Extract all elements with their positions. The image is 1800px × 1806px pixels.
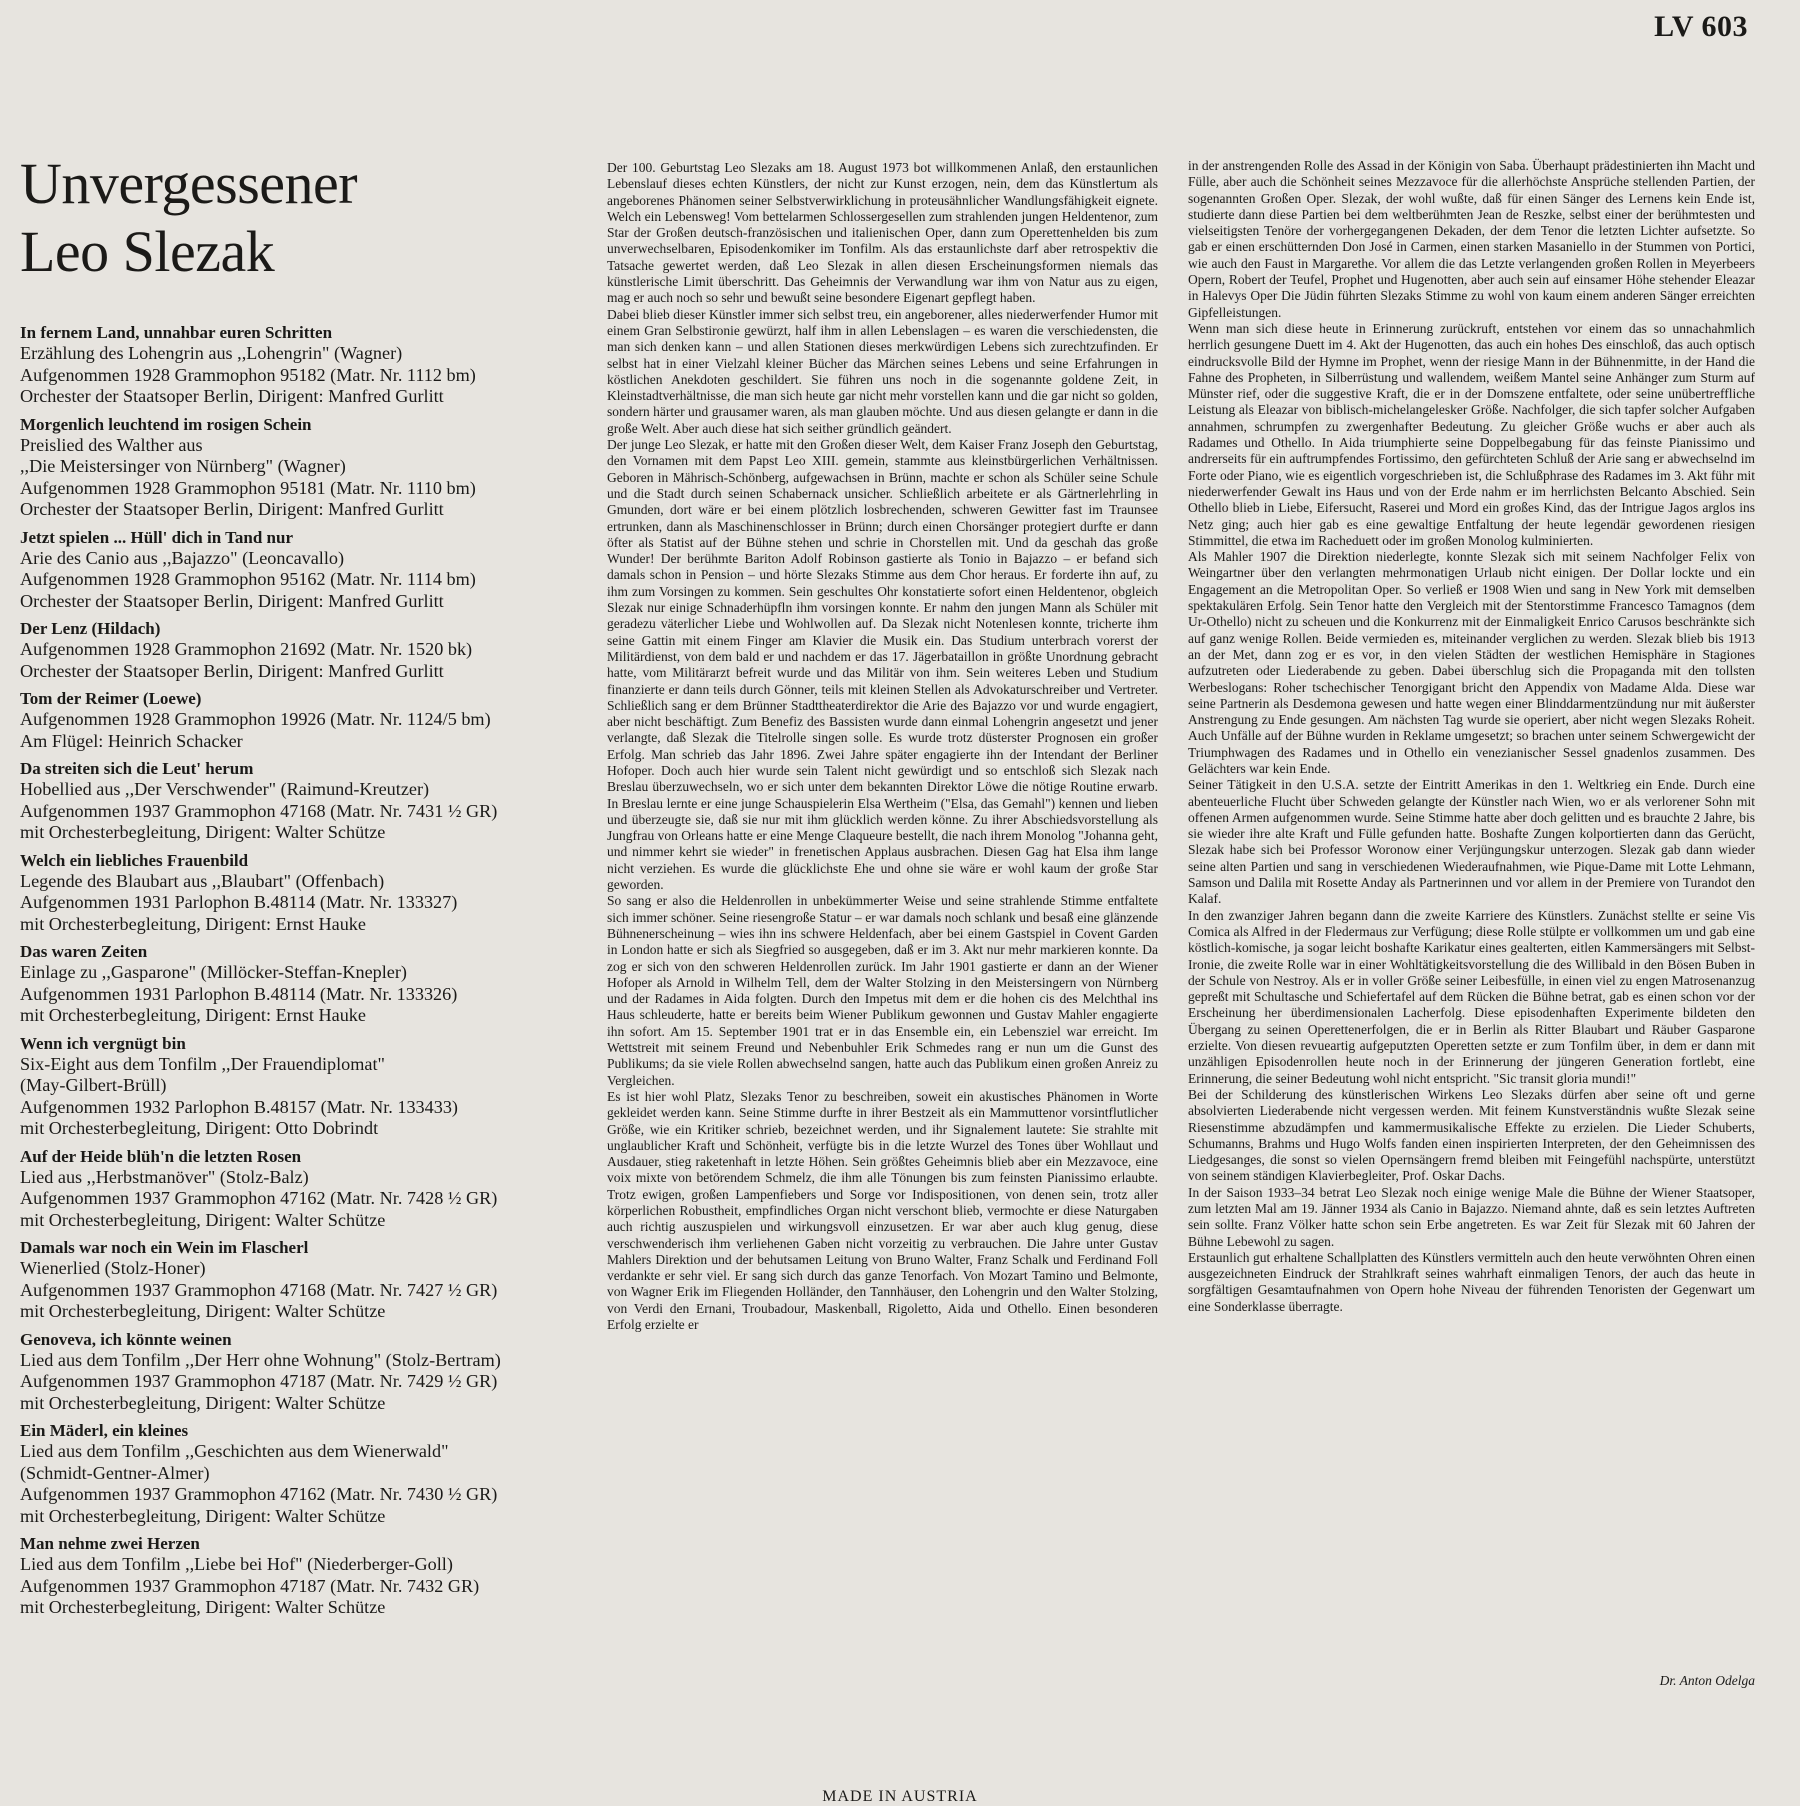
track-title: Da streiten sich die Leut' herum xyxy=(20,759,254,778)
track-item xyxy=(20,1329,600,1415)
track-detail-line: Aufgenommen 1937 Grammophon 47162 (Matr. Nr. 7430 ½ GR) xyxy=(20,1484,498,1504)
track-title: Man nehme zwei Herzen xyxy=(20,1534,200,1553)
track-title: Ein Mäderl, ein kleines xyxy=(20,1421,189,1440)
track-item xyxy=(20,850,600,936)
track-detail-line: Aufgenommen 1931 Parlophon B.48114 (Matr. Nr. 133326) xyxy=(20,983,458,1004)
track-detail-line: Aufgenommen 1928 Grammophon 95181 (Matr. Nr. 1110 bm) xyxy=(20,477,476,498)
author-signature: Dr. Anton Odelga xyxy=(1659,1673,1755,1688)
track-detail-line: Einlage zu ,,Gasparone" (Millöcker-Steffan-Knepler) xyxy=(20,962,407,982)
track-detail-line: Lied aus dem Tonfilm ,,Der Herr ohne Wohnung" (Stolz-Bertram) xyxy=(20,1349,501,1370)
track-title: Damals war noch ein Wein im Flascherl xyxy=(20,1238,309,1257)
track-detail-line: Lied aus dem Tonfilm ,,Liebe bei Hof" (Niederberger-Goll) xyxy=(20,1554,453,1574)
track-detail-line: Aufgenommen 1937 Grammophon 47168 (Matr. Nr. 7431 ½ GR) xyxy=(20,800,498,821)
essay-paragraph: Es ist hier wohl Platz, Slezaks Tenor zu beschreiben, soweit ein akustisches Phänomen in Worte gekleidet werden kann. Seine Stimme durfte in ihrer Bestzeit als ein Mammuttenor vorsintflutlicher Größe, wie ein Kritiker schrieb, bezeichnet werden, und ihr Signalement lautete: Sie strahlte mit unglaublicher Kraft und Schönheit, verfügte bis in die letzte Wurzel des Tones über Wohllaut und Ausdauer, stieg raketenhaft in letzte Höhen. Sein größtes Geheimnis blieb aber ein Mezzavoce, eine voix mixte von betörendem Schmelz, die ihm alle Tönungen bis zum feinsten Pianissimo erlaubte. Trotz ewigen, großen Lampenfiebers und Sorge vor Indispositionen, von denen sein, trotz aller körperlichen Robustheit, empfindliches Organ nicht verschont blieb, vermochte er diese Naturgaben auch richtig auszuspielen und wirkungsvoll einzusetzen. Er war aber auch klug genug, diese verschwenderisch ihm verliehenen Gaben nicht vorzeitig zu verbrauchen. Die Jahre unter Gustav Mahlers Direktion und der behutsamen Leitung von Bruno Walter, Franz Schalk und Ferdinand Foll verdankte er sehr viel. Er sang sich durch das ganze Tenorfach. Von Mozart Tamino und Belmonte, von Wagner Erik im Fliegenden Holländer, den Tannhäuser, den Lohengrin und den Walter Stolzing, von Verdi den Ernani, Troubadour, Maskenball, Rigoletto, Aida und Othello. Einen besonderen Erfolg erzielte er xyxy=(607,1088,1158,1333)
essay-paragraph: Der 100. Geburtstag Leo Slezaks am 18. August 1973 bot willkommenen Anlaß, den erstaunlichen Lebenslauf dieses echten Künstlers, der nicht zur Kunst erzogen, nein, dem das Künstlertum als angeborenes Phänomen seiner Selbstverwirklichung in proteusähnlicher Wandlungsfähigkeit eignete. Welch ein Lebensweg! Vom bettelarmen Schlossergesellen zum strahlenden jungen Heldentenor, zum Star der Großen deutsch-französischen und italienischen Oper, dann zum Operettenhelden bis zum unverwechselbaren, Episodenkomiker im Tonfilm. Als das erstaunlichste darf aber retrospektiv die Tatsache gewertet werden, daß Leo Slezak in allen diesen Erscheinungsformen niemals das künstlerische Limit überschritt. Das Geheimnis der Verwandlung war ihm von Natur aus zu eigen, mag er auch noch so sehr und bewußt seine besondere Eigenart gepflegt haben. xyxy=(607,160,1158,306)
track-detail-line: Aufgenommen 1931 Parlophon B.48114 (Matr. Nr. 133327) xyxy=(20,892,458,912)
track-detail-line: Hobellied aus ,,Der Verschwender" (Raimund-Kreutzer) xyxy=(20,779,430,799)
track-item xyxy=(20,941,600,1027)
track-detail-line: Legende des Blaubart aus ,,Blaubart" (Offenbach) xyxy=(20,870,385,891)
track-title: Tom der Reimer (Loewe) xyxy=(20,689,202,708)
track-title: Morgenlich leuchtend im rosigen Schein xyxy=(20,414,312,434)
essay-paragraph: In der Saison 1933–34 betrat Leo Slezak noch einige wenige Male die Bühne der Wiener Staatsoper, zum letzten Mal am 19. Jänner 1934 als Canio in Bajazzo. Niemand ahnte, daß es sein letztes Auftreten sein sollte. Franz Völker hatte schon sein Erbe angetreten. Es war Zeit für Slezak mit 60 Jahren der Bühne Lebewohl zu sagen. xyxy=(1188,1184,1755,1249)
track-item xyxy=(20,1033,600,1140)
track-detail-line: mit Orchesterbegleitung, Dirigent: Walter Schütze xyxy=(20,1597,386,1617)
track-detail-line: Orchester der Staatsoper Berlin, Dirigent: Manfred Gurlitt xyxy=(20,660,444,681)
track-detail-line: mit Orchesterbegleitung, Dirigent: Ernst Hauke xyxy=(20,913,366,934)
track-item xyxy=(20,527,600,613)
page-title xyxy=(20,150,580,286)
essay-paragraph: Dabei blieb dieser Künstler immer sich selbst treu, ein angeborener, alles niederwerfender Humor mit einem Gran Selbstironie gewürzt, half ihm in allen Lebenslagen – es waren die verschiedensten, die man sich denken kann – und allen Stationen dieses merkwürdigen Lebens sich zurechtzufinden. Er selbst hat in einer Vielzahl kleiner Bücher das Märchen seines Lebens und seine Erfahrungen in köstlichen Anekdoten geschildert. Sie führen uns noch in die sogenannte goldene Zeit, in Kleinstadtverhältnisse, die man sich heute gar nicht mehr vorstellen kann und die gar nicht so golden, sondern härter und grausamer waren, als man glauben möchte. Und aus diesen gelangte er dann in die große Welt. Aber auch diese hat sich seither gründlich geändert. xyxy=(607,306,1158,436)
track-detail-line: Aufgenommen 1928 Grammophon 19926 (Matr. Nr. 1124/5 bm) xyxy=(20,709,491,729)
essay-paragraph: Seiner Tätigkeit in den U.S.A. setzte der Eintritt Amerikas in den 1. Weltkrieg ein Ende. Durch eine abenteuerliche Flucht über Schweden gelangte der Künstler nach Wien, wo er als verlorener Sohn mit offenen Armen aufgenommen wurde. Seine Stimme hatte aber doch gelitten und es brauchte 2 Jahre, bis sie wieder ihre alte Kraft und Fülle gefunden hatte. Boshafte Zungen kolportierten dann das Gerücht, Slezak habe sich bei Professor Woronow einer Verjüngungskur unterzogen. Slezak gab dann wieder seine alten Partien und sang in verschiedenen Wiederaufnahmen, wie Pique-Dame mit Lotte Lehmann, Samson und Dalila mit Rosette Anday als Partnerinnen und vor allem in der Premiere von Turandot den Kalaf. xyxy=(1188,777,1755,907)
title-line-1: Unvergessener xyxy=(20,151,358,216)
track-detail-line: mit Orchesterbegleitung, Dirigent: Otto Dobrindt xyxy=(20,1118,379,1138)
track-title: Welch ein liebliches Frauenbild xyxy=(20,850,249,870)
track-detail-line: Aufgenommen 1937 Grammophon 47168 (Matr. Nr. 7427 ½ GR) xyxy=(20,1279,498,1300)
track-detail-line: Aufgenommen 1928 Grammophon 95182 (Matr. Nr. 1112 bm) xyxy=(20,364,476,385)
essay-paragraph: Als Mahler 1907 die Direktion niederlegte, konnte Slezak sich mit seinem Nachfolger Felix von Weingartner über den verlangten mehrmonatigen Urlaub nicht einigen. Der Dollar lockte und ein Engagement an die Metropolitan Oper. So verließ er 1908 Wien und sang in New York mit demselben spektakulären Erfolg. Sein Tenor hatte den Vergleich mit der Stentorstimme Francesco Tamagnos (dem Ur-Othello) nicht zu scheuen und die Konkurrenz mit der Einmaligkeit Enrico Carusos beschränkte sich auf ganz wenige Rollen. Beide vermieden es, miteinander verglichen zu werden. Slezak blieb bis 1913 an der Met, dann zog er es vor, in den vielen Städten der westlichen Hemisphäre in Stagiones aufzutreten oder Liederabende zu geben. Dabei überschlug sich die Propaganda mit den tollsten Werbeslogans: Roher tschechischer Tenorgigant bricht den Appendix von Madame Alda. Diese war seine Partnerin als Desdemona gewesen und hatte wegen einer Blinddarmentzündung nur mit äußerster Anstrengung zu Ende gesungen. Am nächsten Tag wurde sie operiert, aber nicht wegen Slezaks Roheit. Auch Unfälle auf der Bühne wurden in Reklame umgesetzt; so brachen unter seinem Schwergewicht der Triumphwagen des Radames und in Othello ein venezianischer Sessel gnadenlos zusammen. Des Gelächters war kein Ende. xyxy=(1188,549,1755,776)
track-detail-line: Wienerlied (Stolz-Honer) xyxy=(20,1258,206,1278)
catalog-number: LV 603 xyxy=(1654,10,1748,43)
track-detail-line: Orchester der Staatsoper Berlin, Dirigent: Manfred Gurlitt xyxy=(20,590,444,611)
essay-paragraph: Wenn man sich diese heute in Erinnerung zurückruft, entstehen vor einem das so unnachahmlich herrlich gesungene Duett im 4. Akt der Hugenotten, das auch ein hohes Des einschloß, das auch optisch eindrucksvolle Bild der Hymne im Prophet, wenn der riesige Mann in der Bühnenmitte, in der Hand die Fahne des Propheten, in Silberrüstung und wallendem, weißem Mantel seine Anhänger zum Sturm auf Münster rief, oder die suggestive Kraft, die er in der Domszene entfaltete, oder seine unübertreffliche Leistung als Eleazar von biblisch-michelangelesker Größe. Nachfolger, die sich tapfer solcher Aufgaben annahmen, schrumpfen zu zwergenhafter Bedeutung. Zu gleicher Größe wuchs er aber auch als Radames und Othello. In Aida triumphierte seine Doppelbegabung für das feinste Pianissimo und andrerseits für ein auftrumpfendes Fortissimo, den gefürchteten Schluß der Arie sang er abwechselnd im Forte oder Piano, wie es eigentlich vorgeschrieben ist, die Schlußphrase des Radames im 3. Akt führ mit niederwerfender Gewalt ins Haus und von der Erde nahm er im herrlichsten Belcanto Abschied. Sein Othello blieb in Liebe, Eifersucht, Raserei und Mord ein großes Kind, das der Intrigue Jagos arglos ins Netz ging; auch hier gab es eine gewaltige Entfaltung der heute legendär gewordenen riesigen Stimmittel, die etwa im Racheduett oder im großen Monolog kulminierten. xyxy=(1188,320,1755,548)
track-detail-line: Orchester der Staatsoper Berlin, Dirigent: Manfred Gurlitt xyxy=(20,386,444,406)
essay-paragraph: So sang er also die Heldenrollen in unbekümmerter Weise und seine strahlende Stimme entfaltete sich immer schöner. Seine riesengroße Statur – er war damals noch schlank und besaß eine glänzende Bühnenerscheinung – wies ihn ins schwere Heldenfach, aber bei einem Gastspiel in Covent Garden in London hatte er sich als Siegfried so ausgegeben, daß er im 3. Akt nur mehr markieren konnte. Da zog er sich von den schweren Heldenrollen zurück. Im Jahr 1901 gastierte er dann an der Wiener Hofoper als Arnold in Wilhelm Tell, dem der Walter Stolzing in den Meistersingern von Nürnberg und der Radames in Aida folgten. Durch den Impetus mit dem er die hohen cis des Melchthal ins Haus schleuderte, hatte er bereits beim Wiener Publikum gewonnen und Gustav Mahler engagierte ihn sofort. Am 15. September 1901 trat er in das Ensemble ein, ein Lebensziel war erreicht. Im Wettstreit mit seinem Freund und Nebenbuhler Erik Schmedes rang er nun um die Gunst des Publikums; da sie viele Rollen abwechselnd sangen, hatte auch das Publikum einen großen Anreiz zu Vergleichen. xyxy=(607,893,1158,1088)
track-detail-line: ,,Die Meistersinger von Nürnberg" (Wagner) xyxy=(20,456,346,476)
track-detail-line: Aufgenommen 1937 Grammophon 47187 (Matr. Nr. 7429 ½ GR) xyxy=(20,1371,498,1391)
track-detail-line: mit Orchesterbegleitung, Dirigent: Ernst Hauke xyxy=(20,1005,366,1025)
track-detail-line: Lied aus dem Tonfilm ,,Geschichten aus dem Wienerwald" xyxy=(20,1441,449,1461)
essay-column-right xyxy=(1188,158,1755,1315)
track-detail-line: mit Orchesterbegleitung, Dirigent: Walter Schütze xyxy=(20,1301,386,1321)
track-detail-line: mit Orchesterbegleitung, Dirigent: Walter Schütze xyxy=(20,1505,386,1526)
track-detail-line: Aufgenommen 1928 Grammophon 21692 (Matr. Nr. 1520 bk) xyxy=(20,639,473,659)
essay-paragraph: Der junge Leo Slezak, er hatte mit den Großen dieser Welt, dem Kaiser Franz Joseph den Geburtstag, den Vornamen mit dem Papst Leo XIII. gemein, stammte aus kleinstbürgerlichen Verhältnissen. Geboren in Mährisch-Schönberg, aufgewachsen in Brünn, machte er schon als Schüler seine Schule und die Stadt durch seinen Schabernack unsicher. Schließlich arbeitete er als Gärtnerlehrling in Gmunden, dort wäre er bei einem plötzlich losbrechenden, schweren Gewitter fast im Traunsee ertrunken, dann als Maschinenschlosser in Brünn; durch einen Chorsänger protegiert durfte er dann öfter als Statist auf der Bühne stehen und schrie in Chorstellen mit. Und da geschah das große Wunder! Der berühmte Bariton Adolf Robinson gastierte als Tonio in Bajazzo – er befand sich damals schon in Pension – und hörte Slezaks Stimme aus dem Chor heraus. Er forderte ihn auf, zu ihm zum Vorsingen zu kommen. Sein geschultes Ohr konstatierte sofort einen Heldentenor, obgleich Slezak nur einige Schnaderhüpfln ihm vorsingen konnte. Er nahm den jungen Mann als Schüler mit geradezu väterlicher Liebe und Wohlwollen auf. Da Slezak nicht Notenlesen konnte, tricherte ihm seine Gattin mit einem Finger am Klavier die Musik ein. Das Studium unterbrach vorerst der Militärdienst, von dem bald er und nachdem er das 17. Jägerbataillon in größte Unordnung gebracht hatte, vom Militärarzt befreit wurde und das Militär von ihm. Sein weiteres Leben und Studium finanzierte er dann teils durch Gönner, teils mit kleinen Stellen als Advokaturschreiber und Vertreter. Schließlich sang er dem Brünner Stadttheaterdirektor die Arie des Bajazzo vor und wurde engagiert, aber nicht beschäftigt. Zum Benefiz des Bassisten wurde dann einmal Lohengrin angesetzt und jener verlangte, daß Slezak die Titelrolle singen solle. Es wurde trotz düsterster Prognosen ein großer Erfolg. Man schrieb das Jahr 1896. Zwei Jahre später engagierte ihn der Intendant der Berliner Hofoper. Doch auch hier wurde sein Talent nicht gewürdigt und so entschloß sich Slezak nach Breslau überzuwechseln, wo er sich unter dem bekannten Direktor Löwe die nötige Routine erwarb. In Breslau lernte er eine junge Schauspielerin Elsa Wertheim ("Elsa, das Gemahl") kennen und lieben und überzeugte sie, daß sie nur mit ihm glücklich werden könne. Zu ihrer Abschiedsvorstellung als Jungfrau von Orleans hatte er eine Menge Claqueure bestellt, die nach ihrem Monolog "Johanna geht, und nimmer kehrt sie wieder" in frenetischen Applaus ausbrachen. Diesen Gag hat Elsa ihm lange nicht verziehen. Es wurde die glücklichste Ehe und ohne sie wäre er wohl kaum der große Star geworden. xyxy=(607,437,1158,893)
track-title: Jetzt spielen ... Hüll' dich in Tand nur xyxy=(20,527,294,547)
track-item xyxy=(20,1237,600,1323)
track-title: Auf der Heide blüh'n die letzten Rosen xyxy=(20,1146,302,1166)
track-detail-line: Aufgenommen 1932 Parlophon B.48157 (Matr. Nr. 133433) xyxy=(20,1096,458,1117)
track-item xyxy=(20,1420,600,1527)
essay-paragraph: In den zwanziger Jahren begann dann die zweite Karriere des Künstlers. Zunächst stellte er seine Vis Comica als Alfred in der Fledermaus zur Verfügung; diese Rolle stülpte er vollkommen um und gab eine köstlich-komische, ja sogar leicht boshafte Karikatur eines gealterten, eitlen Kammersängers mit Selbst-Ironie, die zweite Rolle war in einer Wohltätigkeitsvorstellung die des Willibald in den Bösen Buben in der Schule von Nestroy. Als er in voller Größe seiner Leibesfülle, in einen viel zu engen Matrosenanzug gepreßt mit Schultasche und Schiefertafel auf dem Rücken die Bühne betrat, gab es einen schon vor der Erscheinung her überdimensionalen Lacherfolg. Diese episodenhaften Experimente bildeten den Übergang zu seinen Operettenerfolgen, die er in Berlin als Ritter Blaubart und Räuber Gasparone erzielte. Von diesen revueartig aufgeputzten Operetten setzte er zum Tonfilm über, in dem er dann mit unzähligen Episodenrollen heute noch in der Erinnerung der jüngeren Generation fortlebt, eine Erinnerung, die seiner Bedeutung wohl nicht entspricht. "Sic transit gloria mundi!" xyxy=(1188,907,1755,1086)
track-item xyxy=(20,758,600,844)
footer-made-in: MADE IN AUSTRIA xyxy=(822,1788,978,1805)
track-detail-line: mit Orchesterbegleitung, Dirigent: Walter Schütze xyxy=(20,1209,386,1230)
track-detail-line: Aufgenommen 1937 Grammophon 47187 (Matr. Nr. 7432 GR) xyxy=(20,1575,480,1596)
track-title: In fernem Land, unnahbar euren Schritten xyxy=(20,323,333,342)
track-detail-line: Aufgenommen 1928 Grammophon 95162 (Matr. Nr. 1114 bm) xyxy=(20,569,476,589)
track-detail-line: mit Orchesterbegleitung, Dirigent: Walter Schütze xyxy=(20,822,386,842)
track-detail-line: Am Flügel: Heinrich Schacker xyxy=(20,730,243,751)
track-detail-line: Six-Eight aus dem Tonfilm ,,Der Frauendiplomat" xyxy=(20,1053,385,1074)
track-title: Genoveva, ich könnte weinen xyxy=(20,1329,232,1349)
essay-paragraph: in der anstrengenden Rolle des Assad in der Königin von Saba. Überhaupt prädestinierten ihn Macht und Fülle, aber auch die Schönheit seines Mezzavoce für die allerhöchste Ansprüche stellenden Partien, der sogenannten Großen Oper. Slezak, der wohl wußte, daß für einen Sänger des Lernens kein Ende ist, studierte dann diese Partien bei dem weltberühmten Jean de Reszke, selbst einer der berühmtesten und vielseitigsten Tenöre der vorhergegangenen Dekaden, der dem Tenor die letzten Lichter aufsetzte. So gab er einen erschütternden Don José in Carmen, einen starken Masaniello in der Stummen von Portici, wie auch den Faust in Margarethe. Vor allem die das Letzte verlangenden großen Rollen in Meyerbeers Opern, Robert der Teufel, Prophet und Hugenotten, aber auch sein auf einsamer Höhe stehender Eleazar in Halevys Oper Die Jüdin führten Slezaks Stimme zu wohl von kaum einem anderen Sänger erreichten Gipfelleistungen. xyxy=(1188,158,1755,320)
track-list xyxy=(20,322,600,1625)
track-detail-line: (Schmidt-Gentner-Almer) xyxy=(20,1462,210,1483)
track-detail-line: Preislied des Walther aus xyxy=(20,434,203,455)
track-detail-line: Arie des Canio aus ,,Bajazzo" (Leoncavallo) xyxy=(20,547,345,568)
track-detail-line: Erzählung des Lohengrin aus ,,Lohengrin" (Wagner) xyxy=(20,343,403,363)
track-item xyxy=(20,688,600,752)
track-item xyxy=(20,1146,600,1232)
track-item xyxy=(20,1533,600,1619)
track-item xyxy=(20,618,600,682)
essay-paragraph: Erstaunlich gut erhaltene Schallplatten des Künstlers vermitteln auch den heute verwöhnten Ohren einen ausgezeichneten Eindruck der Strahlkraft seines wahrhaft einmaligen Tenors, der auch das heute in sorgfältigen Gesamtaufnahmen von Opern hohe Niveau der führenden Tenoristen der Gegenwart um eine Sonderklasse überragte. xyxy=(1188,1249,1755,1314)
track-item xyxy=(20,414,600,521)
track-title: Der Lenz (Hildach) xyxy=(20,619,161,638)
track-item xyxy=(20,322,600,408)
track-detail-line: Orchester der Staatsoper Berlin, Dirigent: Manfred Gurlitt xyxy=(20,499,444,519)
track-detail-line: (May-Gilbert-Brüll) xyxy=(20,1075,167,1095)
track-title: Wenn ich vergnügt bin xyxy=(20,1033,186,1053)
track-detail-line: mit Orchesterbegleitung, Dirigent: Walter Schütze xyxy=(20,1392,386,1413)
essay-paragraph: Bei der Schilderung des künstlerischen Wirkens Leo Slezaks dürfen aber seine oft und gerne absolvierten Liederabende nicht vergessen werden. Mit feinem Kunstverständnis wußte Slezak seine Riesenstimme abzudämpfen und kammermusikalische Effekte zu erzielen. Die Lieder Schuberts, Schumanns, Brahms und Hugo Wolfs fanden einen inspirierten Interpreten, der den Geheimnissen des Liedgesanges, die sonst so vielen Opernsängern fremd bleiben mit Feingefühl nachspürte, unterstützt von seinem ständigen Klavierbegleiter, Prof. Oskar Dachs. xyxy=(1188,1086,1755,1184)
track-detail-line: Lied aus ,,Herbstmanöver" (Stolz-Balz) xyxy=(20,1166,309,1187)
title-line-2: Leo Slezak xyxy=(20,219,275,284)
track-title: Das waren Zeiten xyxy=(20,942,148,961)
track-detail-line: Aufgenommen 1937 Grammophon 47162 (Matr. Nr. 7428 ½ GR) xyxy=(20,1188,498,1208)
essay-column-middle xyxy=(607,160,1158,1333)
